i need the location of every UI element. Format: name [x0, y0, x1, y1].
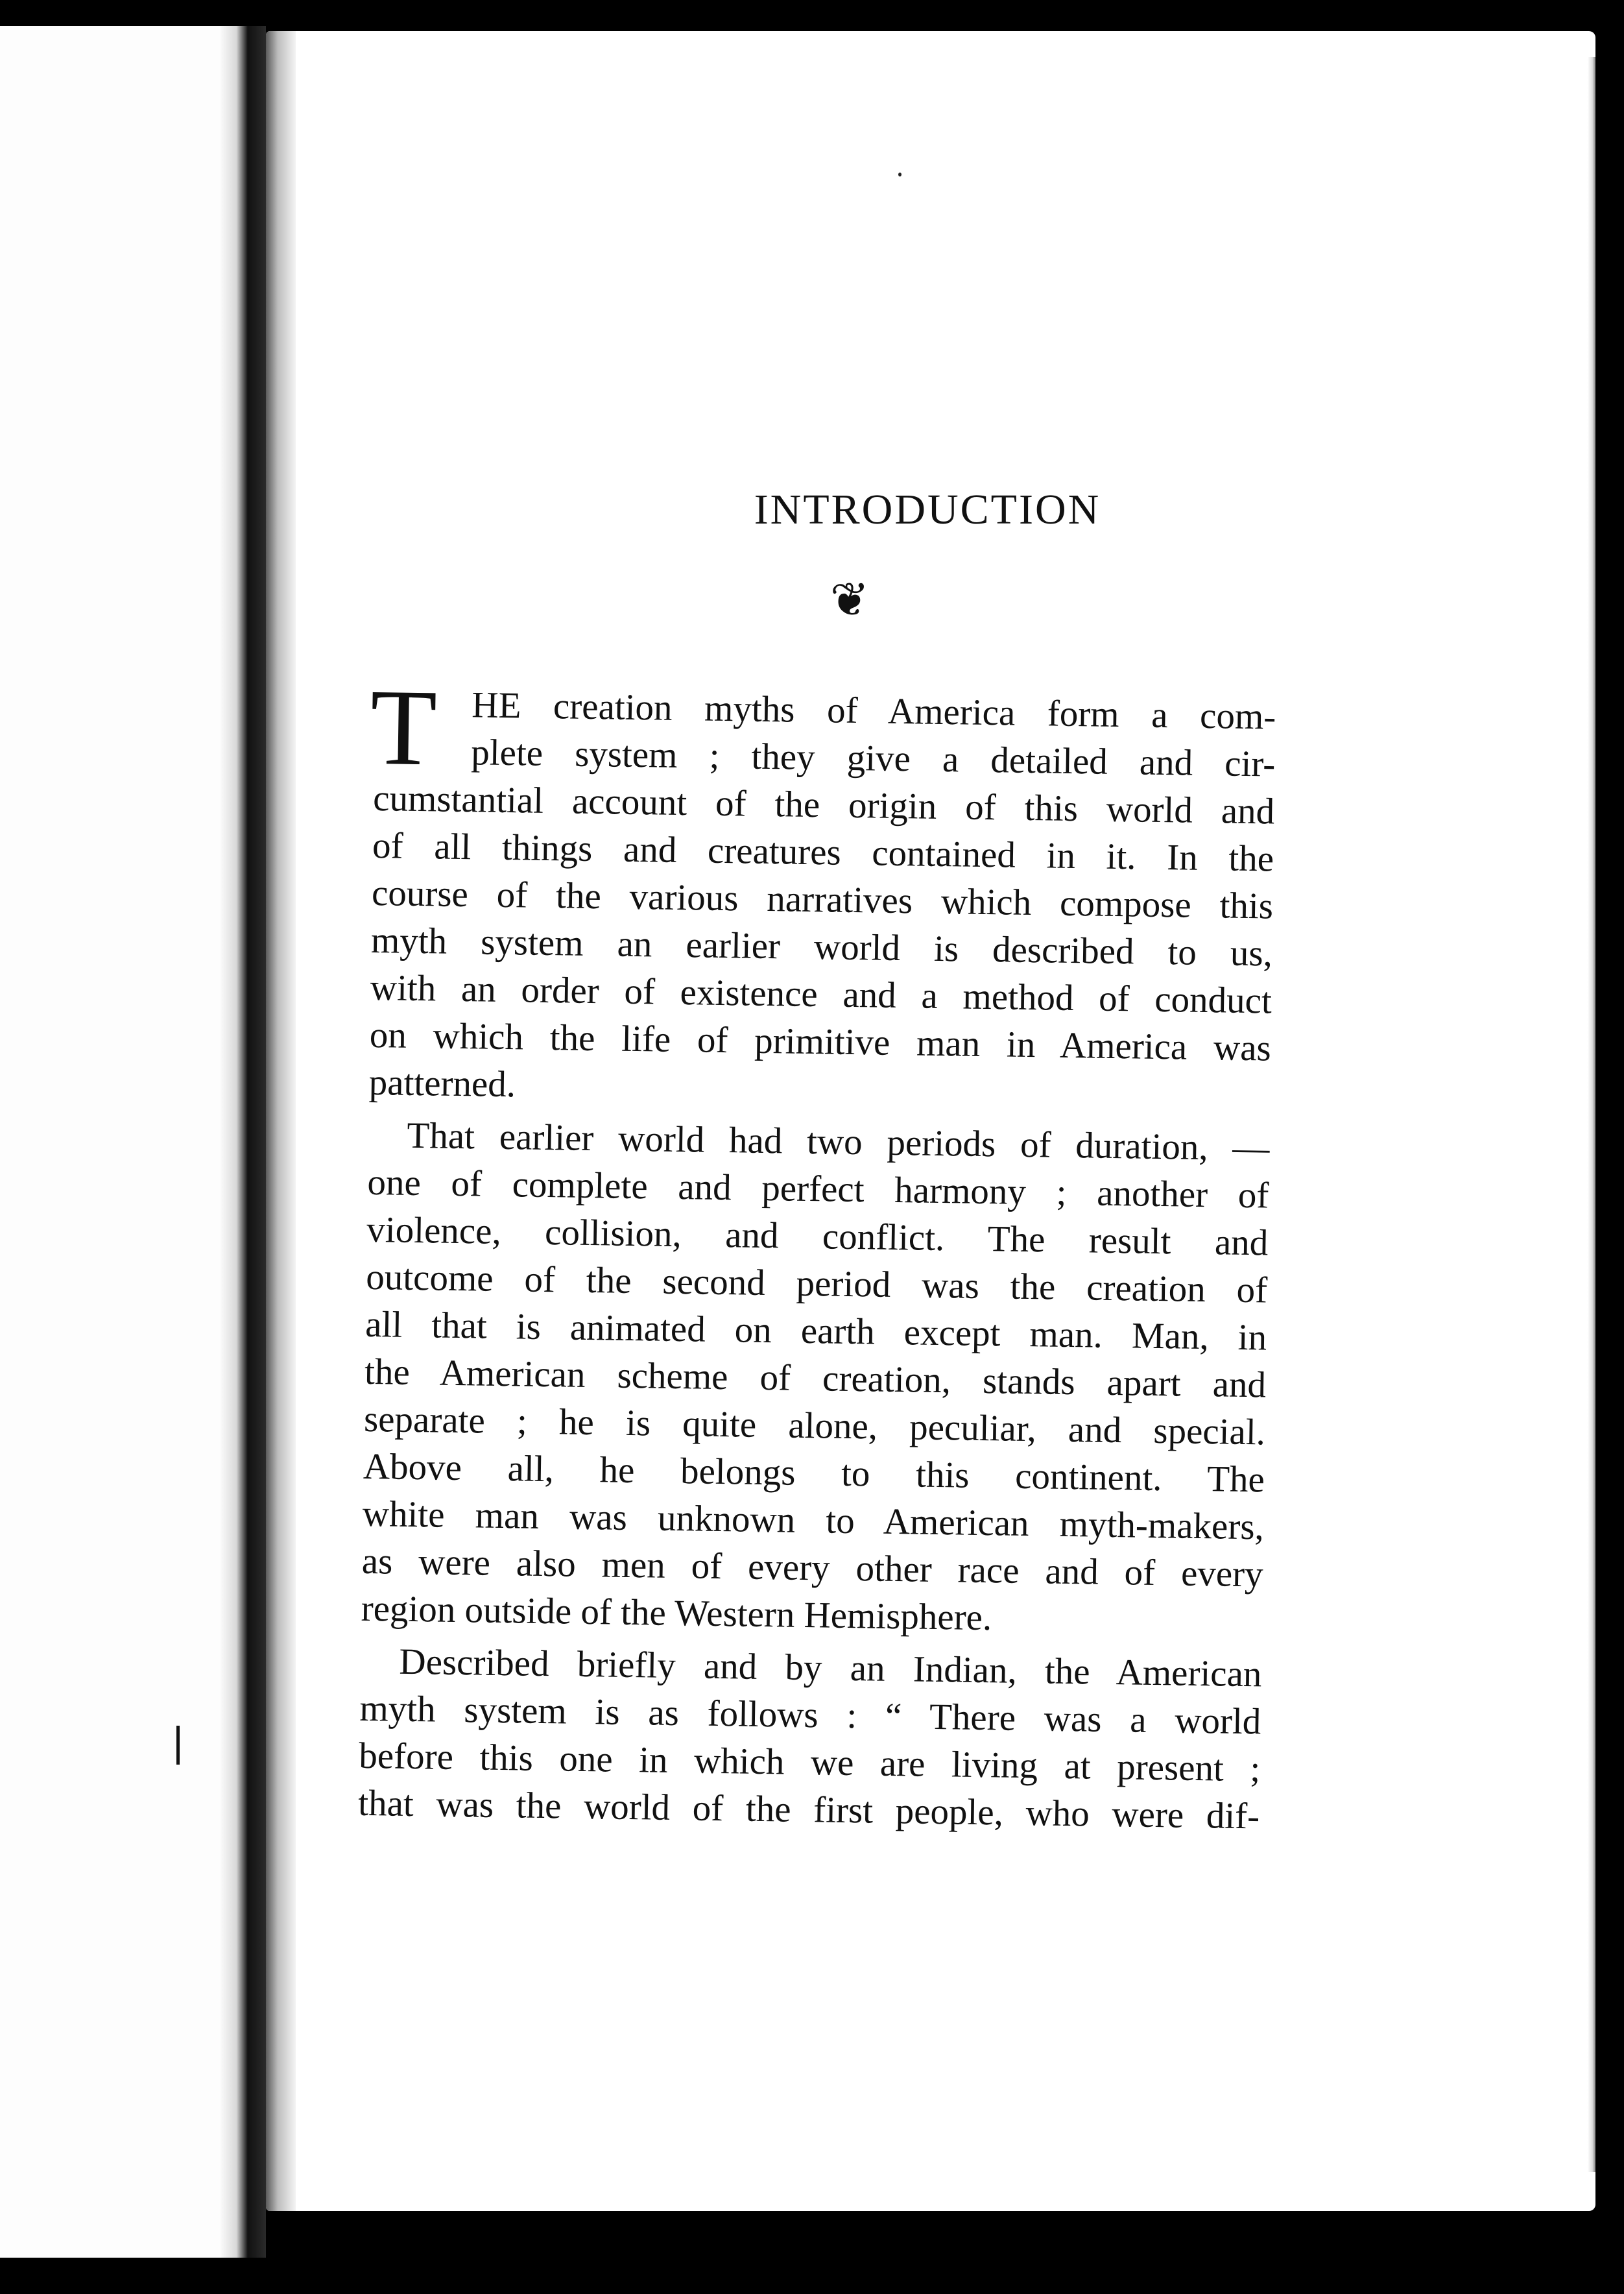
text-line: That earlier world had two periods of duration, — [407, 1115, 1270, 1169]
book-gutter-shadow [221, 26, 266, 2258]
page-speck [898, 173, 902, 176]
right-page [266, 31, 1595, 2211]
left-page-mark [176, 1726, 180, 1765]
body-text [357, 666, 1568, 1844]
drop-cap: T [369, 666, 438, 789]
text-line: violence, collision, and conflict. The result and [366, 1209, 1269, 1264]
text-line: on which the life of primitive man in America was [369, 1014, 1272, 1069]
text-line: of all things and creatures contained in it. In the [372, 825, 1274, 880]
text-line: patterned. [368, 1061, 516, 1105]
text-line: that was the world of the first people, who were dif- [357, 1782, 1260, 1837]
text-line: as were also men of every other race and of every [361, 1540, 1264, 1595]
text-line: Above all, he belongs to this continent. The [363, 1445, 1265, 1501]
chapter-title: INTRODUCTION [754, 486, 1101, 533]
text-line: all that is animated on earth except man. Man, in [364, 1303, 1267, 1358]
text-line: white man was unknown to American myth-makers, [362, 1493, 1265, 1548]
paragraph-3 [358, 1637, 1554, 1844]
text-line: region outside of the Western Hemisphere. [361, 1588, 992, 1639]
text-line: outcome of the second period was the creation of [365, 1256, 1268, 1311]
page-right-edge [1588, 57, 1595, 2172]
text-line: before this one in which we are living at present ; [358, 1735, 1261, 1790]
text-line: cumstantial account of the origin of this world and [372, 777, 1275, 832]
text-line: with an order of existence and a method of conduct [370, 967, 1272, 1022]
text-line: myth system an earlier world is described to us, [370, 919, 1273, 974]
text-line: Described briefly and by an Indian, the American [399, 1641, 1262, 1695]
left-facing-page [0, 26, 241, 2258]
page-gutter-shade [266, 31, 296, 2211]
text-line: plete system ; they give a detailed and cir- [470, 732, 1276, 785]
paragraph-2 [361, 1111, 1562, 1650]
fleuron-ornament-icon: ❦ [830, 572, 870, 627]
text-line: course of the various narratives which compose this [371, 872, 1274, 927]
text-line: myth system is as follows : “ There was a world [359, 1687, 1261, 1743]
text-line: the American scheme of creation, stands apart and [364, 1351, 1267, 1406]
text-line: HE creation myths of America form a com- [471, 684, 1276, 738]
text-line: one of complete and perfect harmony ; another of [367, 1161, 1269, 1216]
text-line: separate ; he is quite alone, peculiar, and special. [363, 1398, 1266, 1453]
paragraph-1 [368, 666, 1568, 1124]
